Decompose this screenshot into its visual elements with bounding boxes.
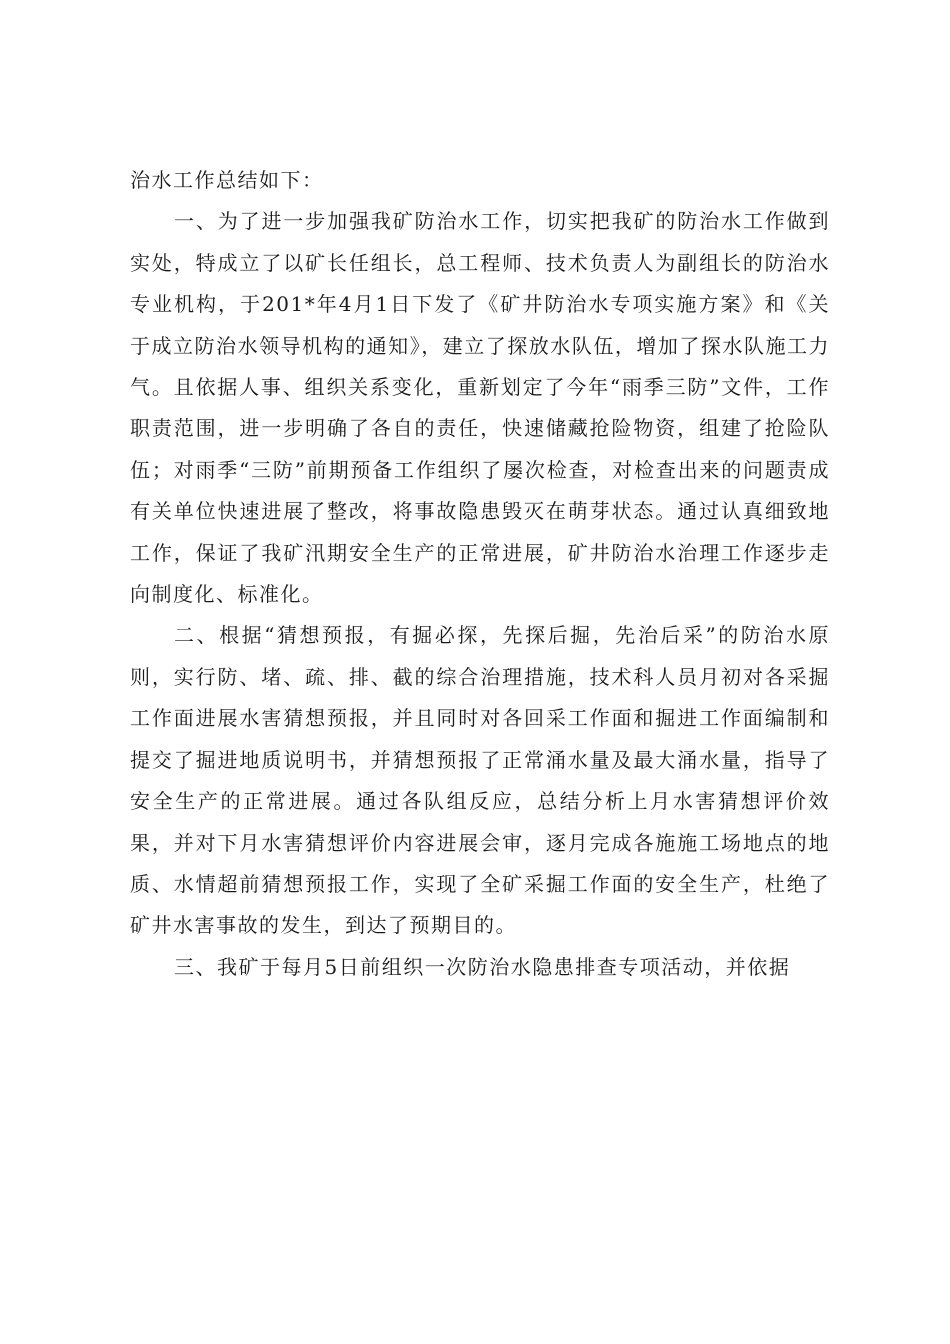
paragraph-section-3: 三、我矿于每月5日前组织一次防治水隐患排查专项活动，并依据 <box>174 954 791 979</box>
document-body <box>130 160 830 988</box>
paragraph-intro-tail: 治水工作总结如下： <box>130 168 324 192</box>
paragraph-section-1: 一、为了进一步加强我矿防治水工作，切实把我矿的防治水工作做到实处，特成立了以矿长任组长，总工程师、技术负责人为副组长的防治水专业机构，于201*年4月1日下发了《矿井防治水专项实施方案》和《关于成立防治水领导机构的通知》，建立了探放水队伍，增加了探水队施工力气。且依据人事、组织关系变化，重新划定了今年“雨季三防”文件，工作职责范围，进一步明确了各自的责任，快速储藏抢险物资，组建了抢险队伍；对雨季“三防”前期预备工作组织了屡次检查，对检查出来的问题责成有关单位快速进展了整改，将事故隐患毁灭在萌芽状态。通过认真细致地工作，保证了我矿汛期安全生产的正常进展，矿井防治水治理工作逐步走向制度化、标准化。 <box>130 209 830 607</box>
paragraph-section-2: 二、根据“猜想预报，有掘必探，先探后掘，先治后采”的防治水原则，实行防、堵、疏、排、截的综合治理措施，技术科人员月初对各采掘工作面进展水害猜想预报，并且同时对各回采工作面和掘进工作面编制和提交了掘进地质说明书，并猜想预报了正常涌水量及最大涌水量，指导了安全生产的正常进展。通过各队组反应，总结分析上月水害猜想评价效果，并对下月水害猜想评价内容进展会审，逐月完成各施施工场地点的地质、水情超前猜想预报工作，实现了全矿采掘工作面的安全生产，杜绝了矿井水害事故的发生，到达了预期目的。 <box>130 623 830 938</box>
